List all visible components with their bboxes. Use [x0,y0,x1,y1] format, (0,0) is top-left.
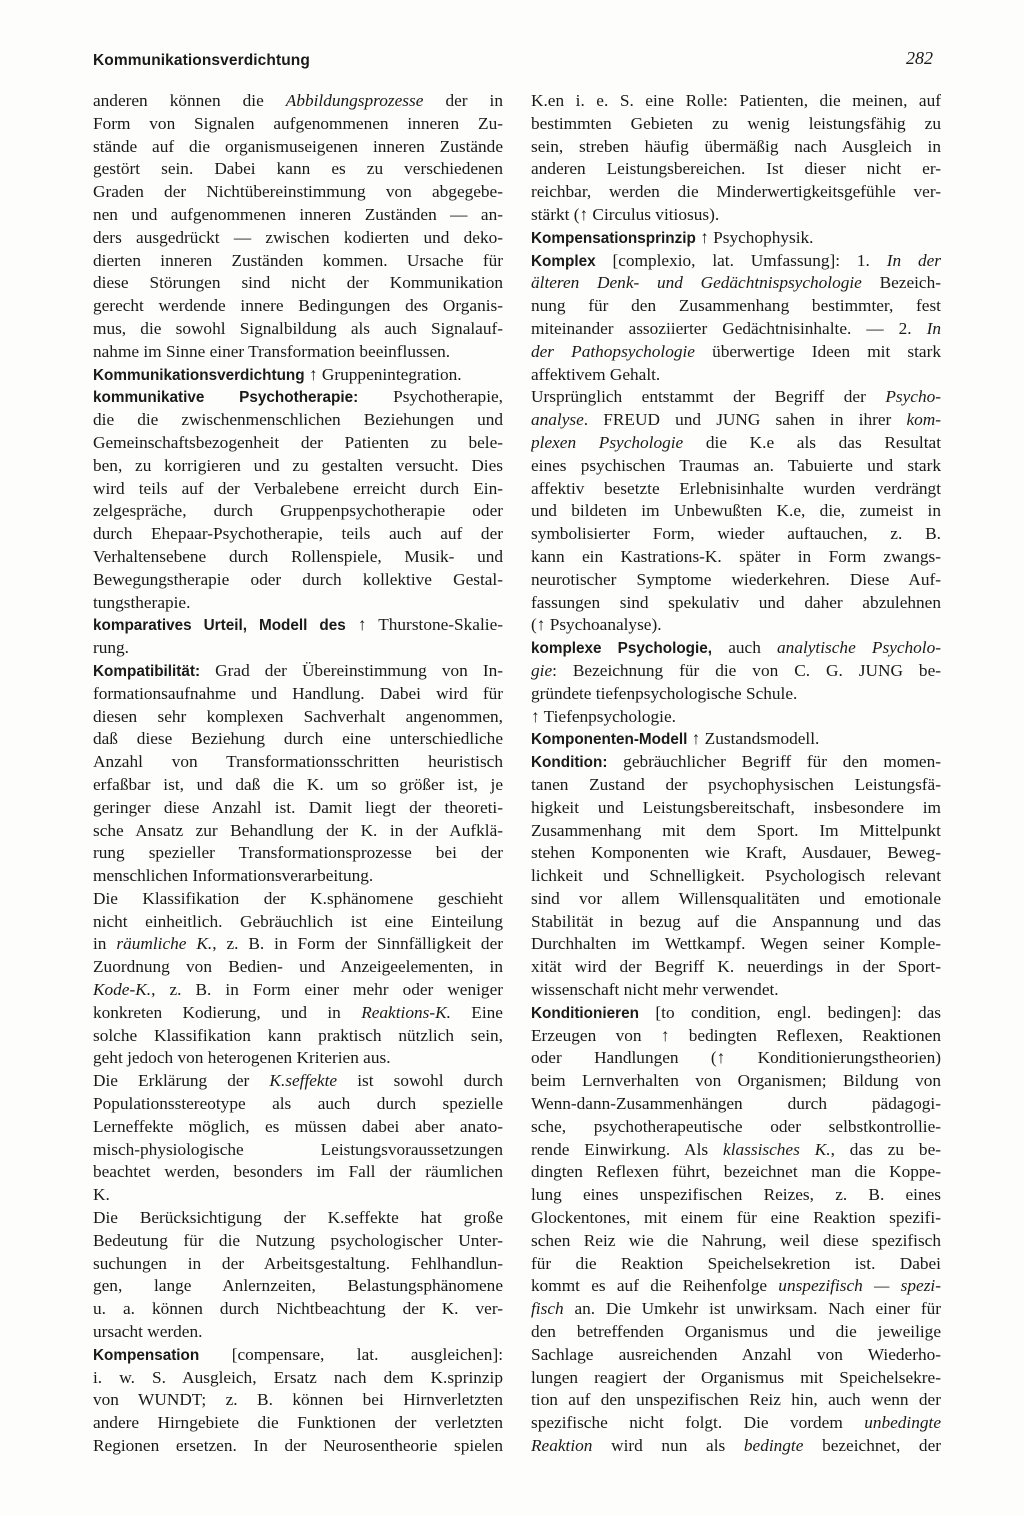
body-text: symbolisierter Form, wieder auftauchen, z. B. [531,524,941,544]
text-line [531,1344,941,1367]
body-text: K.en i. e. S. eine Rolle: Patienten, die meinen, auf [531,91,941,110]
body-text: Bedeutung für die Nutzung psychologischer Unter- [93,1230,503,1250]
text-line [531,1025,941,1048]
body-text: [complexio, lat. Umfassung]: 1. [595,250,887,270]
body-text: (↑ Psychoanalyse). [531,615,662,635]
emphasis-text: In der [886,250,941,270]
text-line [93,409,503,432]
text-line [93,1321,503,1344]
text-line [93,250,503,273]
body-text: nahme im Sinne einer Transformation beeinflussen. [93,341,451,361]
entry-headword: Kompensationsprinzip [531,229,696,247]
body-text: den betreffenden Organismus und die jeweilige [531,1322,941,1342]
body-text: stärkt (↑ Circulus vitiosus). [531,204,720,224]
emphasis-text: Reaktion [531,1436,593,1456]
body-text: Verhaltensebene durch Rollenspiele, Musik- und [93,546,503,566]
emphasis-text: fisch [531,1299,564,1319]
text-line [93,1025,503,1048]
body-text: lung eines unspezifischen Reizes, z. B. eines [531,1185,941,1205]
text-line [93,569,503,592]
body-text: nen und aufgenommenen inneren Zuständen — an- [93,204,503,224]
text-line [531,500,941,523]
text-line [531,637,941,660]
text-line [531,523,941,546]
entry-headword: Komponenten-Modell [531,731,688,749]
entry-headword: Konditionieren [531,1004,639,1022]
body-text: ders ausgedrückt — zwischen kodierten und deko- [93,227,503,247]
text-line [93,888,503,911]
entry-headword: Kompatibilität: [93,662,201,680]
text-line [531,1298,941,1321]
body-text: in [93,934,117,954]
text-line [531,432,941,455]
emphasis-text: unbedingte [864,1413,941,1433]
body-text: wissenschaft nicht mehr verwendet. [531,980,779,1000]
entry-headword: Komplex [531,252,596,270]
text-line [531,1207,941,1230]
text-line [93,842,503,865]
text-line [531,455,941,478]
text-line [531,774,941,797]
text-line [531,204,941,227]
body-text: wird nun als [592,1436,744,1456]
text-line [531,820,941,843]
text-line [93,751,503,774]
body-text: sein, streben häufig übermäßig nach Ausgleich in [531,136,941,156]
body-text: diese Störungen sind nicht der Kommunikation [93,273,503,293]
body-text: sche, psychotherapeutische oder selbstkontrollie- [531,1116,941,1136]
body-text: Zusammenhang mit dem Sport. Im Mittelpunkt [531,820,941,840]
body-text: . FREUD und JUNG sahen in ihrer [583,410,907,430]
body-text: beachtet werden, besonders im Fall der räumlichen [93,1162,503,1182]
body-text: suchungen in der Arbeitsgestaltung. Fehlhandlun- [93,1253,503,1273]
body-text: Die Klassifikation der K.sphänomene geschieht [93,888,503,908]
text-line [93,523,503,546]
body-text: rung. [93,638,129,658]
text-line [531,797,941,820]
body-text: [compensare, lat. ausgleichen]: [199,1344,503,1364]
text-line [93,637,503,660]
text-line [93,136,503,159]
body-text: ↑ Zustandsmodell. [687,729,820,749]
text-line [93,500,503,523]
text-line [93,979,503,1002]
text-line [93,295,503,318]
text-line [93,683,503,706]
text-line [531,1161,941,1184]
text-line [531,113,941,136]
entry-headword: kommunikative Psychotherapie: [93,389,359,407]
text-line [531,660,941,683]
running-header-title: Kommunikationsverdichtung [93,52,310,69]
text-line [531,478,941,501]
body-text: nung für den Zusammenhang bestimmter, fest [531,296,941,316]
body-text: anderen Leistungsbereichen. Ist dieser nicht er- [531,159,941,179]
text-line [93,1412,503,1435]
body-text: u. a. können durch Nichtbeachtung der K. ver- [93,1299,503,1319]
body-text: , z. B. in Form der Sinnfälligkeit der [212,934,503,954]
text-line [93,386,503,409]
body-text: ↑ Thurstone-Skalie- [345,615,503,635]
text-line [531,90,941,113]
body-text: affektiv besetzte Erlebnisinhalte wurden verdrängt [531,478,941,498]
text-line [93,1047,503,1070]
text-line [93,933,503,956]
text-line [93,1344,503,1367]
body-text: für die Reaktion Speichelsekretion ist. Dabei [531,1253,941,1273]
text-line [93,1184,503,1207]
body-text: durch Ehepaar-Psychotherapie, teils auch auf der [93,524,503,544]
text-line [531,1230,941,1253]
body-text: nicht einheitlich. Gebräuchlich ist eine Einteilung [93,911,503,931]
emphasis-text: plexen Psychologie [531,432,684,452]
body-text: gerecht werdende innere Bedingungen des Organis- [93,296,503,316]
text-line [531,1184,941,1207]
text-line [93,432,503,455]
text-line [93,1367,503,1390]
body-text: bezeichnet, der [803,1436,941,1456]
body-text: dingten Reflexen führt, bezeichnet man die Koppe- [531,1162,941,1182]
text-line [531,865,941,888]
body-text: menschlichen Informationsverarbeitung. [93,866,374,886]
body-text: Psychotherapie, [358,387,503,407]
text-line [531,1116,941,1139]
entry-headword: komparatives Urteil, Modell des [93,617,346,635]
emphasis-text: bedingte [743,1436,804,1456]
emphasis-text: Psycho- [885,387,941,407]
body-text: ben, zu korrigieren und zu gestalten versucht. Dies [93,455,503,475]
entry-headword: komplexe Psychologie, [531,640,713,658]
text-line [93,660,503,683]
body-text: konkreten Kodierung, und in [93,1002,362,1022]
body-text: an. Die Umkehr ist unwirksam. Nach einer für [563,1299,941,1319]
text-line [531,318,941,341]
body-text: Wenn-dann-Zusammenhängen durch pädagogi- [531,1094,941,1114]
body-text: ↑ Gruppenintegration. [304,364,462,384]
emphasis-text: K.seffekte [269,1071,338,1091]
body-text: higkeit und Leistungsbereitschaft, insbesondere im [531,797,941,817]
text-line [531,979,941,1002]
text-line [93,272,503,295]
body-text: gründete tiefenpsychologische Schule. [531,683,798,703]
body-text: lichkeit und Schnelligkeit. Psychologisch relevant [531,866,941,886]
body-text: kommt es auf die Reihenfolge [531,1276,779,1296]
body-text: überwertige Ideen mit stark [694,341,941,361]
body-text: Durchhalten im Wettkampf. Wegen seiner Komple- [531,934,941,954]
body-text: Regionen ersetzen. In der Neurosentheorie spielen [93,1436,503,1456]
text-line [531,569,941,592]
body-text: zelgespräche, durch Gruppenpsychotherapie oder [93,501,503,521]
body-text: Zuordnung von Bedien- und Anzeigeelementen, in [93,957,503,977]
body-text: anderen können die [93,91,286,110]
entry-headword: Kompensation [93,1346,200,1364]
body-text: schen Reiz wie die Nahrung, weil diese spezifisch [531,1230,941,1250]
emphasis-text: älteren Denk- und Gedächtnispsychologie [531,273,862,293]
text-line [531,364,941,387]
body-text: formationsaufnahme und Handlung. Dabei wird für [93,683,503,703]
body-text: kann ein Kastrations-K. später in Form zwangs- [531,546,941,566]
body-text: Stabilität in bezug auf die Anspannung und das [531,911,941,931]
text-line [93,204,503,227]
text-line [531,1047,941,1070]
text-line [93,1070,503,1093]
body-text: K. [93,1185,110,1205]
text-line [531,1070,941,1093]
text-line [93,341,503,364]
body-text: Form von Signalen aufgenommenen inneren Zu- [93,113,503,133]
emphasis-text: analytische Psycholo- [777,638,941,658]
body-text: rende Einwirkung. Als [531,1139,724,1159]
body-text: eines psychischen Traumas an. Tabuierte und stark [531,455,941,475]
body-text: stehen Komponenten wie Kraft, Ausdauer, Beweg- [531,843,941,863]
body-text: Populationsstereotype als auch durch spezielle [93,1094,503,1114]
text-line [531,592,941,615]
text-line [93,364,503,387]
body-text: Bewegungstherapie oder durch kollektive Gestal- [93,569,503,589]
text-line [531,158,941,181]
body-text: spezifische nicht folgt. Die vordem [531,1413,865,1433]
body-text: sind vor allem Willensqualitäten und emotionale [531,888,941,908]
body-text: die K.e als das Resultat [683,432,941,452]
body-text: daß diese Beziehung durch eine unterschiedliche [93,729,503,749]
text-line [93,113,503,136]
body-text: reichbar, werden die Minderwertigkeitsgefühle ver- [531,182,941,202]
body-text: xität wird der Begriff K. neuerdings in der Sport- [531,957,941,977]
page-number: 282 [906,48,933,68]
body-text: Ursprünglich entstammt der Begriff der [531,387,886,407]
text-line [93,592,503,615]
text-line [531,1275,941,1298]
entry-headword: Kondition: [531,754,608,772]
text-line [93,774,503,797]
text-line [531,227,941,250]
body-text: , z. B. in Form einer mehr oder weniger [151,980,503,1000]
text-line [531,911,941,934]
text-line [531,1002,941,1025]
text-line [531,1389,941,1412]
body-text: ist sowohl durch [337,1071,503,1091]
body-text: beim Lernverhalten von Organismen; Bildung von [531,1071,941,1091]
text-line [531,1321,941,1344]
body-text: andere Hirngebiete die Funktionen der verletzten [93,1413,503,1433]
body-text: Erzeugen von ↑ bedingten Reflexen, Reaktionen [531,1025,941,1045]
text-line [531,341,941,364]
text-line [531,1093,941,1116]
body-text: Die Berücksichtigung der K.seffekte hat große [93,1208,503,1228]
text-line [93,865,503,888]
text-line [93,546,503,569]
left-text-column [93,90,503,1458]
body-text: fassungen sind spekulativ und daher abzulehnen [531,592,941,612]
body-text: wird teils auf der Verbalebene erreicht durch Ein- [93,478,503,498]
body-text: dierten inneren Zuständen kommen. Ursache für [93,250,503,270]
body-text: ursacht werden. [93,1322,203,1342]
text-line [93,956,503,979]
text-line [93,1139,503,1162]
body-text: ↑ Tiefenpsychologie. [531,706,676,726]
text-line [531,751,941,774]
emphasis-text: unspezifisch — spezi- [778,1276,941,1296]
body-text: die die zwischenmenschlichen Beziehungen und [93,410,503,430]
text-line [93,1002,503,1025]
text-line [531,842,941,865]
text-line [93,820,503,843]
emphasis-text: analyse [531,410,584,430]
text-line [531,933,941,956]
body-text: erfaßbar ist, und daß die K. um so größer ist, je [93,774,503,794]
body-text: gestört sein. Dabei kann es zu verschiedenen [93,159,503,179]
entry-headword: Kommunikationsverdichtung [93,366,305,384]
body-text: oder Handlungen (↑ Konditionierungstheorien) [531,1048,941,1068]
body-text: auch [712,638,778,658]
body-text: solche Klassifikation kann praktisch nützlich sein, [93,1025,503,1045]
body-text: von WUNDT; z. B. können bei Hirnverletzten [93,1390,503,1410]
emphasis-text: Reaktions-K. [361,1002,451,1022]
body-text: Bezeich- [861,273,941,293]
text-line [531,1367,941,1390]
text-line [93,706,503,729]
emphasis-text: der Pathopsychologie [531,341,695,361]
body-text: und bildeten im Unbewußten K.e, die, zumeist in [531,501,941,521]
body-text: der in [423,91,503,110]
body-text: lungen reagiert der Organismus mit Speichelsekre- [531,1367,941,1387]
body-text: gen, lange Anlernzeiten, Belastungsphänomene [93,1276,503,1296]
body-text: rung spezieller Transformationsprozesse bei der [93,843,503,863]
text-line [531,683,941,706]
text-line [93,797,503,820]
emphasis-text: Kode-K. [93,980,152,1000]
emphasis-text: gie [531,660,553,680]
text-line [93,1389,503,1412]
body-text: Die Erklärung der [93,1071,270,1091]
body-text: Grad der Übereinstimmung von In- [200,660,503,680]
text-line [93,1093,503,1116]
text-line [93,1435,503,1458]
text-line [531,386,941,409]
emphasis-text: räumliche K. [116,934,213,954]
right-text-column [531,90,941,1458]
body-text: geringer diese Anzahl ist. Damit liegt der theoreti- [93,797,503,817]
text-line [531,956,941,979]
text-line [93,455,503,478]
text-line [531,888,941,911]
body-text: Anzahl von Transformationsschritten heuristisch [93,752,503,772]
text-line [93,728,503,751]
body-text: : Bezeichnung für die von C. G. JUNG be- [552,660,941,680]
text-line [531,1253,941,1276]
text-line [531,136,941,159]
emphasis-text: In [926,318,941,338]
body-text: Graden der Nichtübereinstimmung von abgegebe- [93,182,503,202]
text-line [93,1230,503,1253]
emphasis-text: kom- [906,410,941,430]
emphasis-text: klassisches K. [723,1139,831,1159]
text-line [93,227,503,250]
text-line [531,409,941,432]
body-text: Eine [450,1002,503,1022]
body-text: tungstherapie. [93,592,191,612]
body-text: bestimmten Gebieten zu wenig leistungsfähig zu [531,113,941,133]
text-line [531,614,941,637]
text-line [531,1412,941,1435]
body-text: diesen sehr komplexen Sachverhalt angenommen, [93,706,503,726]
text-line [93,911,503,934]
body-text: , das zu be- [830,1139,941,1159]
body-text: geht jedoch von heterogenen Kriterien aus. [93,1048,391,1068]
text-line [93,1298,503,1321]
text-line [531,546,941,569]
body-text: Gemeinschaftsbezogenheit der Patienten zu bele- [93,432,503,452]
text-line [531,250,941,273]
body-text: i. w. S. Ausgleich, Ersatz nach dem K.sprinzip [93,1367,503,1387]
text-line [93,478,503,501]
body-text: neurotischer Symptome wiederkehren. Diese Auf- [531,569,941,589]
text-line [531,728,941,751]
body-text: sche Ansatz zur Behandlung der K. in der Aufklä- [93,820,503,840]
body-text: miteinander assoziierter Gedächtnisinhalte. — 2. [531,318,927,338]
body-text: Glockentones, mit einem für eine Reaktion spezifi- [531,1208,941,1228]
body-text: tanen Zustand der psychophysischen Leistungsfä- [531,774,941,794]
text-line [93,614,503,637]
body-text: ↑ Psychophysik. [695,227,814,247]
body-text: misch-physiologische Leistungsvoraussetzungen [93,1139,503,1159]
text-line [531,272,941,295]
body-text: Sachlage ausreichenden Anzahl von Wiederho- [531,1344,941,1364]
text-line [531,1435,941,1458]
body-text: Lerneffekte möglich, es müssen dabei aber anato- [93,1116,503,1136]
text-line [93,1116,503,1139]
text-line [93,318,503,341]
text-line [531,1139,941,1162]
body-text: gebräuchlicher Begriff für den momen- [607,752,941,772]
text-line [93,181,503,204]
body-text: [to condition, engl. bedingen]: das [638,1002,941,1022]
text-line [531,181,941,204]
text-line [93,1275,503,1298]
body-text: affektivem Gehalt. [531,364,661,384]
body-text: stände auf die organismuseigenen inneren Zustände [93,136,503,156]
text-line [93,158,503,181]
text-line [531,295,941,318]
text-line [531,706,941,729]
text-line [93,1207,503,1230]
emphasis-text: Abbildungsprozesse [285,91,424,110]
body-text: tion auf den unspezifischen Reiz hin, auch wenn der [531,1390,941,1410]
text-line [93,1253,503,1276]
body-text: mus, die sowohl Signalbildung als auch Signalauf- [93,318,503,338]
text-line [93,1161,503,1184]
text-line [93,90,503,113]
